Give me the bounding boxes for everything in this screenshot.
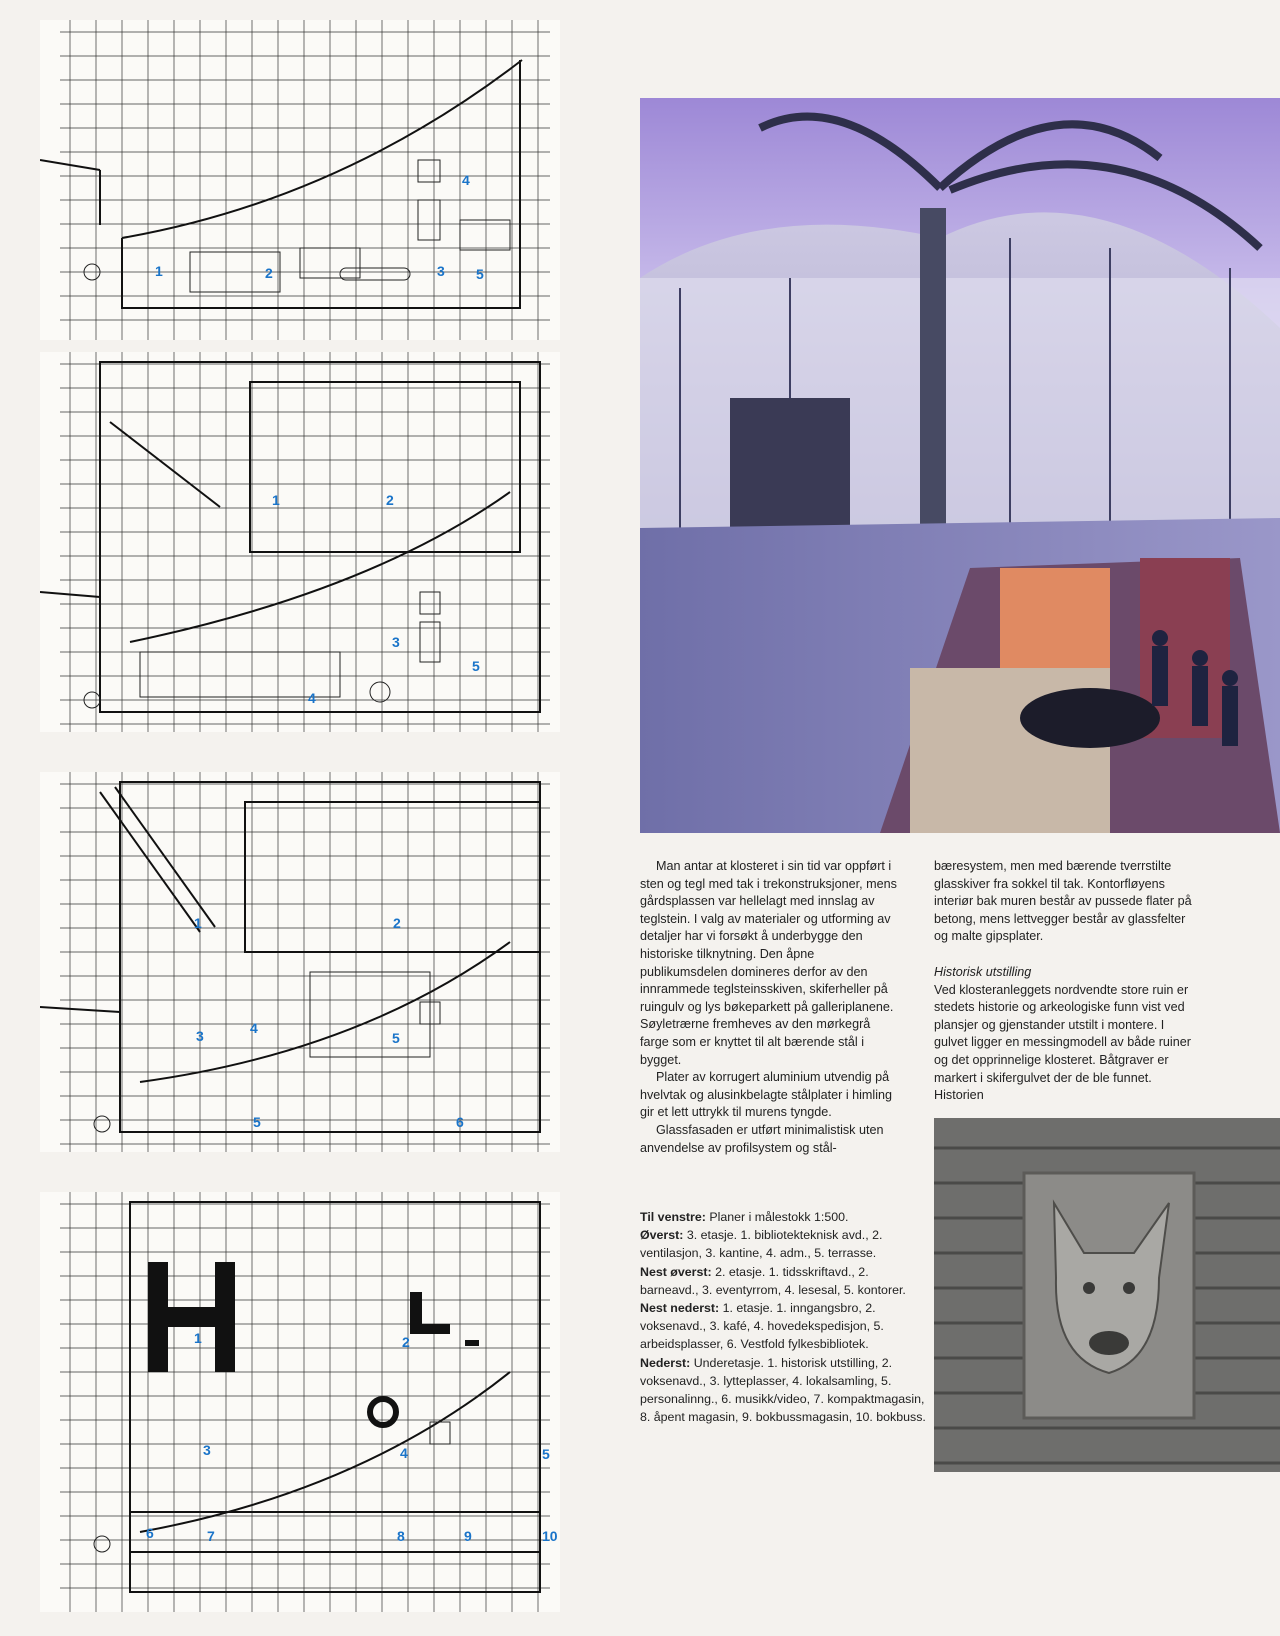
plan3-label-4: 4 [250,1020,258,1036]
caption-2nd-text: 2. etasje. 1. tidsskriftavd., 2. barneavd., 3. eventyrrom, 4. lesesal, 5. kontorer. [640,1264,906,1297]
caption-2nd-lead: Nest øverst: [640,1264,712,1279]
caption-1st-lead: Nest nederst: [640,1301,720,1316]
article-paragraph-2: Plater av korrugert aluminium utvendig på hvelvtak og alusinkbelagte stålplater i himling gir et lett uttrykk til murens tyngde. [640,1070,893,1120]
article-paragraph-5: Ved klosteranleggets nordvendte store ruin er stedets historie og arkeologiske funn vist ved plansjer og gjenstander utstilt i montere. I gulvet ligger en messingmodell av både ruiner og det opprinnelige klosteret. Båtgraver er markert i skifergulvet der de ble funnet. Historien [934,982,1191,1103]
plan3-label-5: 5 [392,1030,400,1046]
plan2-label-4: 4 [308,690,316,706]
plan3-label-2: 2 [393,915,401,931]
floor-plan-basement [40,1192,560,1612]
caption-intro-text: Planer i målestokk 1:500. [705,1210,849,1224]
plan2-label-3: 3 [392,634,400,650]
floor-plan-1st [40,772,560,1152]
caption-3rd-lead: Øverst: [640,1228,684,1243]
caption-3rd-text: 3. etasje. 1. bibliotekteknisk avd., 2. ventilasjon, 3. kantine, 4. adm., 5. terrasse. [640,1228,883,1261]
article-paragraph-3: Glassfasaden er utført minimalistisk uten anvendelse av profilsystem og stål- [640,1122,884,1155]
plan1-label-5: 5 [476,266,484,282]
subheading-historisk-utstilling: Historisk utstilling [934,964,1032,979]
plans-caption [640,1208,930,1426]
floor-plan-3rd [40,20,560,340]
floor-plan-2nd [40,352,560,732]
plan1-label-3: 3 [437,263,445,279]
plan4-label-2: 2 [402,1334,410,1350]
plan2-label-5: 5 [472,658,480,674]
article-column-2 [934,858,1196,1105]
plan2-label-1: 1 [272,492,280,508]
caption-1st-text: 1. etasje. 1. inngangsbro, 2. voksenavd., 3. kafé, 4. hovedekspedisjon, 5. arbeidsplasser, 6. Vestfold fylkesbibliotek. [640,1301,884,1352]
article-paragraph-4: bæresystem, men med bærende tverrstilte glasskiver fra sokkel til tak. Kontorfløyens interiør bak muren består av pussede flater på betong, mens lettvegger består av glassfelter og malte gipsplater. [934,859,1192,944]
plan2-label-2: 2 [386,492,394,508]
plan3-label-1: 1 [194,915,202,931]
caption-intro-lead: Til venstre: [640,1210,706,1224]
plan4-label-5: 5 [542,1446,550,1462]
caption-line-1st [640,1299,930,1354]
plan1-label-2: 2 [265,265,273,281]
plan4-label-1: 1 [194,1330,202,1346]
plan4-label-10: 10 [542,1528,558,1544]
plan3-label-3: 3 [196,1028,204,1044]
plan4-label-9: 9 [464,1528,472,1544]
plan3-label-6: 6 [456,1114,464,1130]
stone-relief-photo [934,1118,1280,1472]
caption-line-2nd [640,1263,930,1299]
caption-basement-lead: Nederst: [640,1355,691,1370]
plan4-label-7: 7 [207,1528,215,1544]
article-paragraph-1: Man antar at klosteret i sin tid var oppført i sten og tegl med tak i trekonstruksjoner, mens gårdsplassen var hellelagt med innslag av teglstein. I valg av materialer og utforming av detaljer har vi forsøkt å underbygge den historiske tilknytning. Den åpne publikumsdelen domineres derfor av den innrammede teglsteinsskiven, skiferheller på ruingulv og lys bøkeparkett på galleriplanene. Søyletrærne fremheves av den mørkegrå farge som er knyttet til alt bærende stål i bygget. [640,859,897,1067]
plan4-label-8: 8 [397,1528,405,1544]
caption-line-basement [640,1354,930,1427]
caption-basement-text: Underetasje. 1. historisk utstilling, 2. voksenavd., 3. lytteplasser, 4. lokalsamling, 5. personalinng., 6. musikk/video, 7. kompaktmagasin, 8. åpent magasin, 9. bokbussmagasin, 10. bokbuss. [640,1355,926,1425]
article-column-1 [640,858,900,1157]
plan4-label-6: 6 [146,1525,154,1541]
caption-line-intro [640,1208,930,1226]
interior-photo [640,98,1280,833]
caption-line-3rd [640,1226,930,1262]
plan4-label-4: 4 [400,1445,408,1461]
plan4-label-3: 3 [203,1442,211,1458]
plan1-label-1: 1 [155,263,163,279]
plan3-label-5b: 5 [253,1114,261,1130]
plan1-label-4: 4 [462,172,470,188]
